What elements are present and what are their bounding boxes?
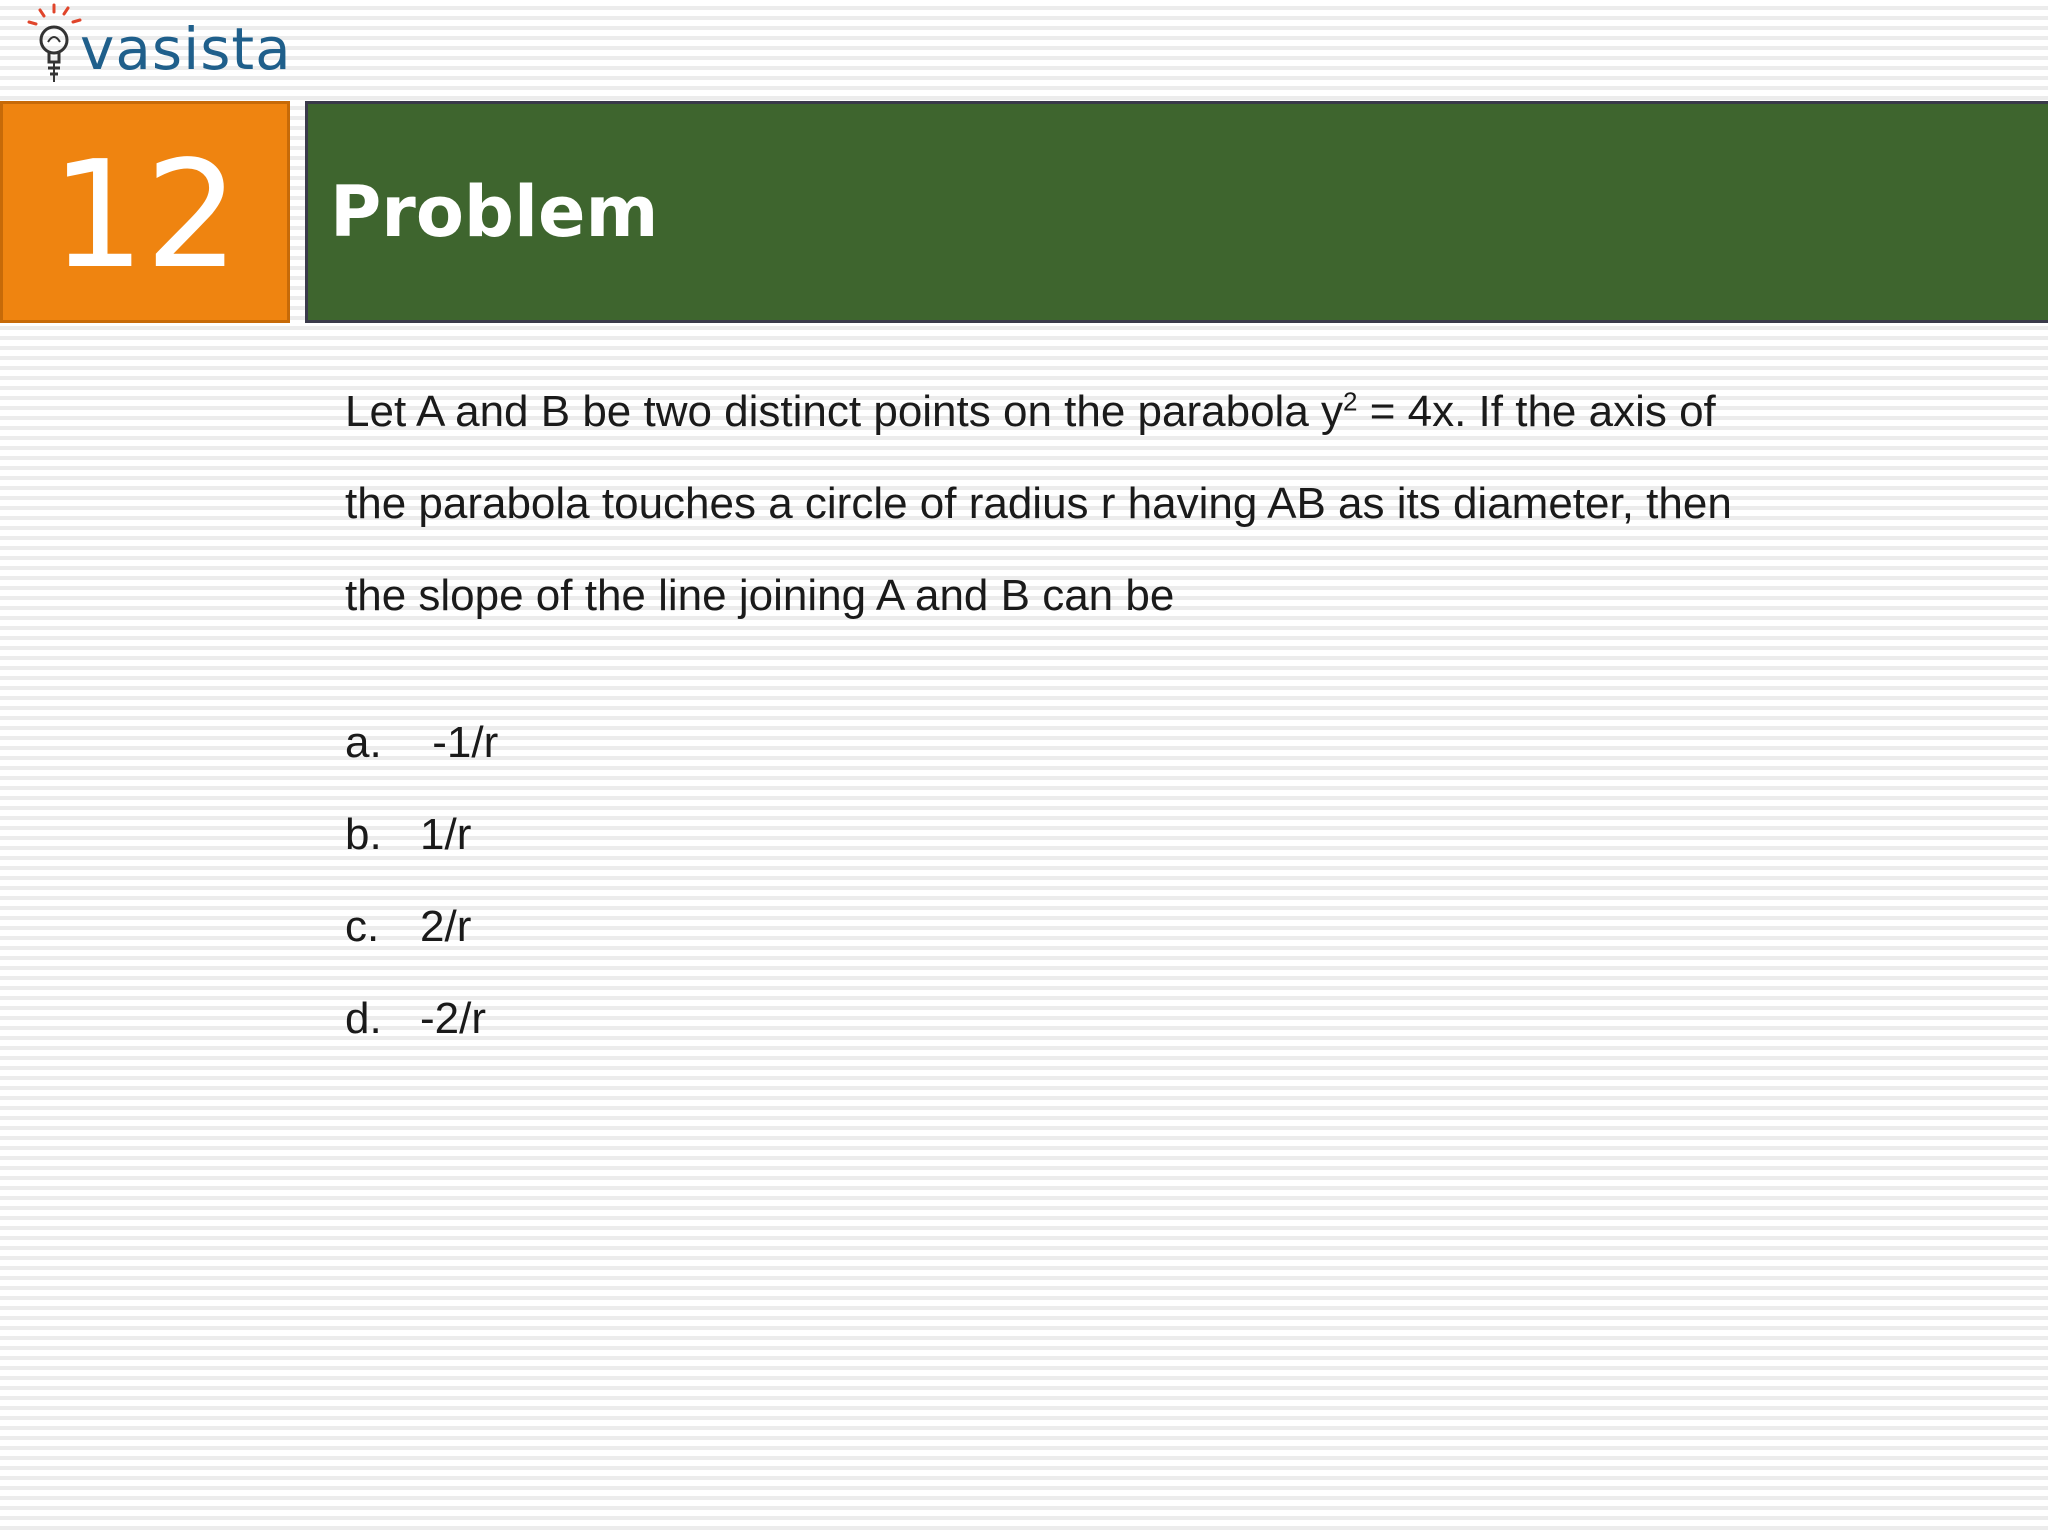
option-a[interactable] (345, 697, 1145, 789)
option-text: 1/r (420, 810, 472, 859)
option-c[interactable] (345, 881, 1145, 973)
option-text: -2/r (420, 994, 486, 1043)
exponent: 2 (1343, 386, 1358, 417)
vasista-logo (18, 2, 292, 98)
slide-number-box (0, 101, 290, 323)
option-letter: b. (345, 810, 382, 859)
answer-options (345, 697, 1145, 1065)
option-b[interactable] (345, 789, 1145, 881)
option-d[interactable] (345, 973, 1145, 1065)
title-bar (305, 101, 2048, 323)
option-letter: a. (345, 718, 382, 767)
question-line-3: the slope of the line joining A and B can be (345, 571, 1175, 620)
question-line-2: the parabola touches a circle of radius r having AB as its diameter, then (345, 479, 1732, 528)
option-text: -1/r (420, 718, 499, 767)
logo-wordmark: vasista (80, 15, 292, 83)
slide-title: Problem (330, 171, 659, 253)
option-text: 2/r (420, 902, 472, 951)
option-letter: c. (345, 902, 380, 951)
option-letter: d. (345, 994, 382, 1043)
question-text (345, 366, 1845, 642)
slide-number: 12 (50, 129, 240, 301)
question-line-1: Let A and B be two distinct points on the parabola $y^2 = 4x$. If the axis of (345, 386, 1716, 436)
